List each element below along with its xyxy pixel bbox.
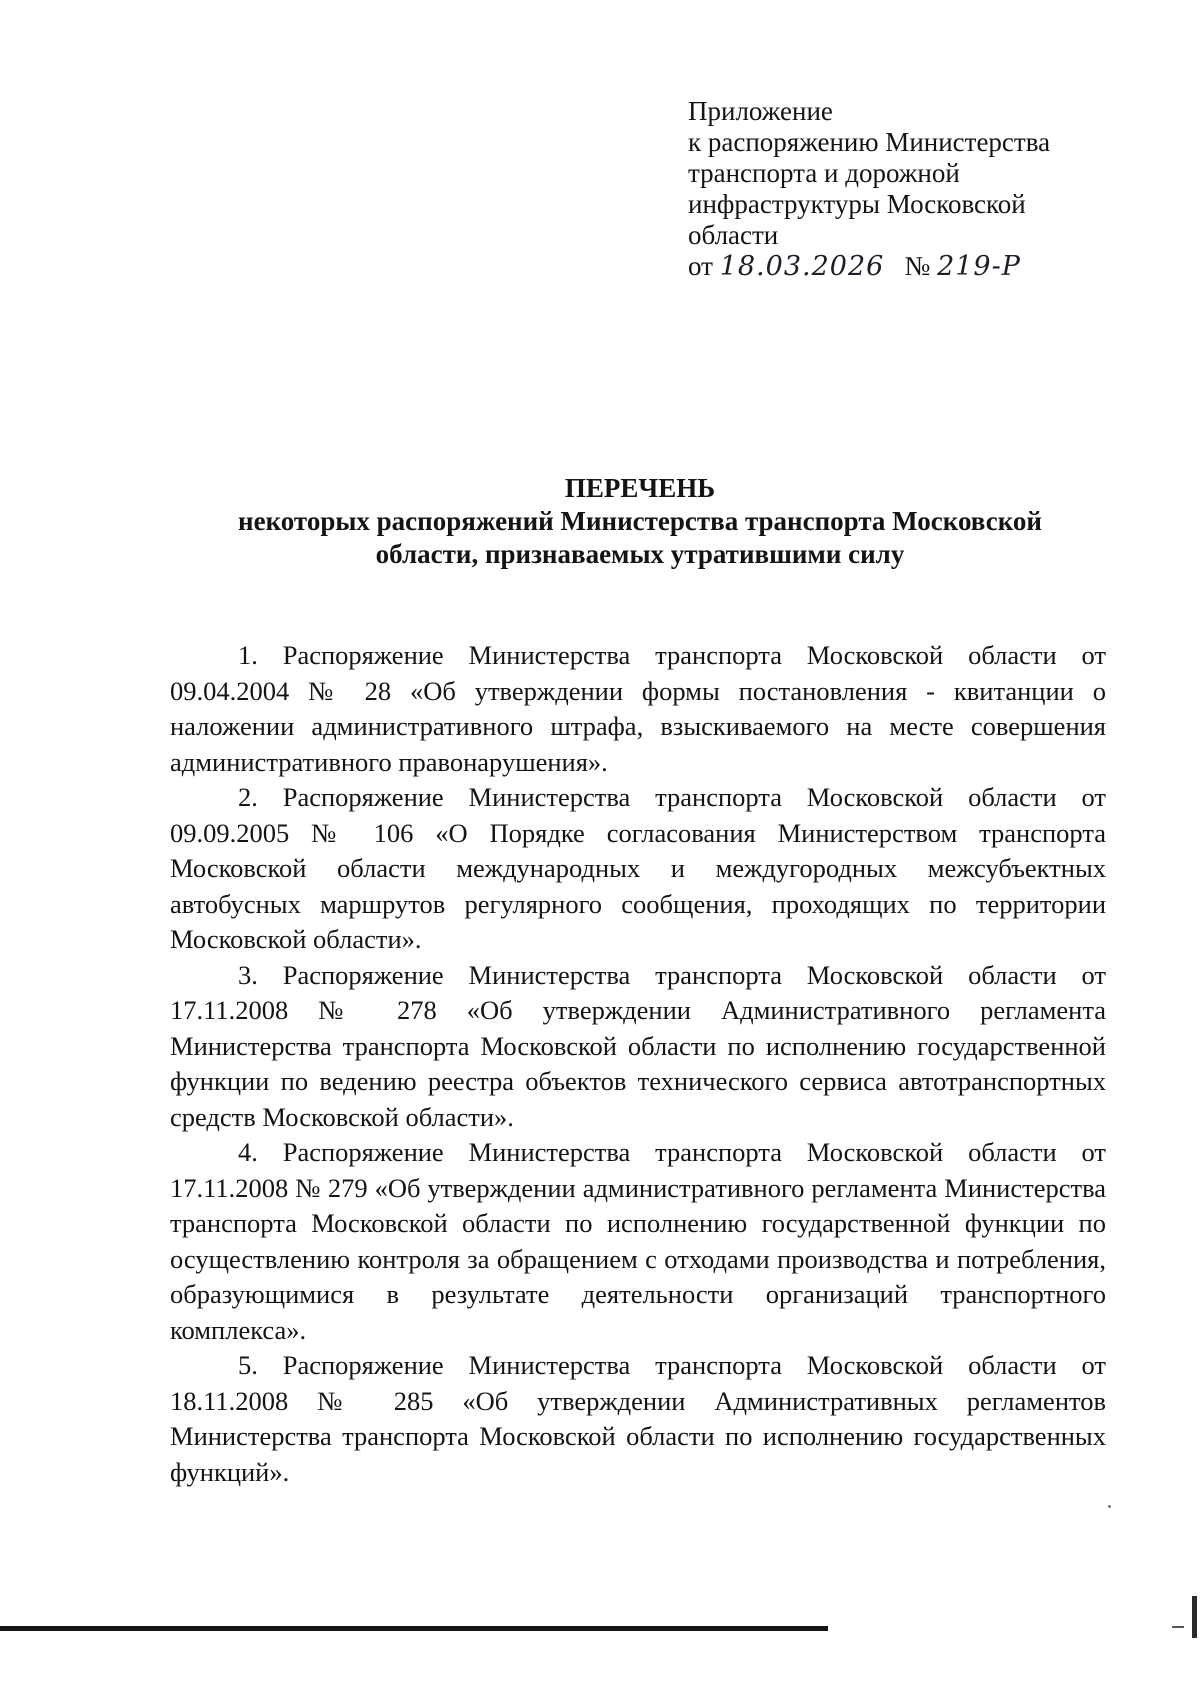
- scan-bottom-edge: [0, 1626, 828, 1631]
- annex-date-line: [688, 251, 1108, 282]
- list-item: 4. Распоряжение Министерства транспорта Московской области от 17.11.2008 № 279 «Об утверждении административного регламента Министерства транспорта Московской области по исполнению государственной функции по осуществлению контроля за обращением с отходами производства и потребления, образующимися в результате деятельности организаций транспортного комплекса».: [170, 1137, 1106, 1345]
- list-item: 3. Распоряжение Министерства транспорта Московской области от 17.11.2008 № 278 «Об утверждении Административного регламента Министерства транспорта Московской области по исполнению государственной функции по ведению реестра объектов технического сервиса автотранспортных средств Московской области».: [170, 959, 1106, 1132]
- annex-line-4: инфраструктуры Московской: [688, 189, 1026, 219]
- handwritten-number: 219-Р: [937, 251, 1021, 282]
- title-line-1: некоторых распоряжений Министерства транспорта Московской: [238, 506, 1042, 536]
- annex-line-3: транспорта и дорожной: [688, 158, 960, 188]
- title-heading: ПЕРЕЧЕНЬ: [564, 473, 716, 503]
- list-item: 5. Распоряжение Министерства транспорта Московской области от 18.11.2008 № 285 «Об утверждении Административных регламентов Министерства транспорта Московской области по исполнению государственных функций».: [170, 1350, 1106, 1487]
- document-body: [170, 638, 1106, 1490]
- annex-title: Приложение: [688, 96, 833, 126]
- date-prefix: от: [688, 251, 713, 281]
- annex-line-2: к распоряжению Министерства: [688, 127, 1051, 157]
- handwritten-date: 18.03.2026: [719, 251, 885, 282]
- annex-block: [688, 96, 1108, 282]
- number-prefix: №: [904, 251, 931, 281]
- scan-speck: [1108, 1505, 1111, 1508]
- scan-edge-mark: [1192, 1596, 1197, 1638]
- document-title: [170, 472, 1110, 571]
- scan-edge-dash: [1172, 1626, 1184, 1628]
- list-item: 2. Распоряжение Министерства транспорта Московской области от 09.09.2005 № 106 «О Порядке согласования Министерством транспорта Московской области международных и междугородных межсубъектных автобусных маршрутов регулярного сообщения, проходящих по территории Московской области».: [170, 782, 1106, 954]
- title-line-2: области, признаваемых утратившими силу: [375, 539, 905, 569]
- list-item: 1. Распоряжение Министерства транспорта Московской области от 09.04.2004 № 28 «Об утверждении формы постановления - квитанции о наложении административного штрафа, взыскиваемого на месте совершения административного правонарушения».: [170, 640, 1106, 777]
- annex-line-5: области: [688, 220, 779, 250]
